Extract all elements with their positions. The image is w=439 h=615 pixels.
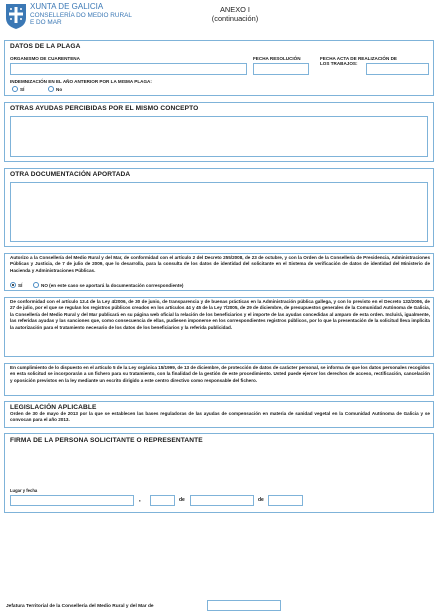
fecha-resolucion-input[interactable] <box>253 63 309 75</box>
org-department: CONSELLERÍA DO MEDIO RURAL <box>30 12 132 19</box>
fecha-resolucion-label: FECHA RESOLUCIÓN <box>253 56 301 61</box>
indemnizacion-si-radio[interactable] <box>12 86 18 92</box>
fecha-acta-label-line1: FECHA ACTA DE REALIZACIÓN DE <box>320 56 397 61</box>
indemnizacion-no-label: No <box>56 87 63 92</box>
indemnizacion-no-radio[interactable] <box>48 86 54 92</box>
org-name: XUNTA DE GALICIA <box>30 2 104 11</box>
otras-ayudas-title: OTRAS AYUDAS PERCIBIDAS POR EL MISMO CONCEPTO <box>10 105 199 112</box>
section-plaga-title: DATOS DE LA PLAGA <box>10 43 81 50</box>
organismo-label: ORGANISMO DE CUARENTENA <box>10 56 80 61</box>
xunta-shield-icon <box>5 3 27 30</box>
legislacion-title: LEGISLACIÓN APLICABLE <box>10 404 97 411</box>
lugar-input[interactable] <box>10 495 134 506</box>
annex-title: ANEXO I <box>220 5 250 14</box>
autorizo-text: Autorizo a la Consellería del Medio Rural y del Mar, de conformidad con el artículo 2 del Decreto 255/2008, de 23 de octubre, y con la Orden de la Consellería de Presidencia, Administraciones Públicas y Justicia, de 7 de julio de 2009, que lo desarrolla, para la consulta de los datos de identidad del solicitante en el Sistema de verificación de datos de identidad del Ministerio de Hacienda y Administraciones Públicas. <box>10 255 430 273</box>
autorizo-no-label: NO (en este caso se aportará la documentación correspondiente) <box>41 283 184 288</box>
org-department-2: E DO MAR <box>30 19 62 26</box>
mes-input[interactable] <box>190 495 254 506</box>
otra-documentacion-title: OTRA DOCUMENTACIÓN APORTADA <box>10 171 131 178</box>
anio-input[interactable] <box>268 495 303 506</box>
fecha-acta-label-line2: LOS TRABAJOS: <box>320 61 358 67</box>
proteccion-text: En cumplimiento de lo dispuesto en el artículo 5 de la Ley orgánica 15/1999, de 13 de diciembre, de protección de datos de carácter personal, se informa de que los datos personales recogidos en esta solicitud se incorporarán a un fichero para su tratamiento, con la finalidad de la gestión de este procedimiento. Usted puede ejercer los derechos de acceso, rectificación, cancelación y oposición previstos en la ley mediante un escrito dirigido a este centro directivo como responsable del fichero. <box>10 365 430 383</box>
organismo-input[interactable] <box>10 63 247 75</box>
otras-ayudas-textarea[interactable] <box>10 116 428 157</box>
de-label-1: de <box>179 497 185 503</box>
indemnizacion-si-label: SÍ <box>20 87 25 92</box>
otra-documentacion-textarea[interactable] <box>10 182 428 242</box>
autorizo-si-label: SÍ <box>18 283 23 288</box>
dia-input[interactable] <box>150 495 175 506</box>
de-label-2: de <box>258 497 264 503</box>
lugar-fecha-label: Lugar y fecha <box>10 488 38 493</box>
jefatura-input[interactable] <box>207 600 281 611</box>
annex-subtitle: (continuación) <box>211 14 259 23</box>
autorizo-si-radio[interactable] <box>10 282 16 288</box>
indemnizacion-label: INDEMNIZACIÓN EN EL AÑO ANTERIOR POR LA MISMA PLAGA: <box>10 79 152 84</box>
lugar-comma: , <box>139 497 141 503</box>
fecha-acta-input[interactable] <box>366 63 429 75</box>
firma-title: FIRMA DE LA PERSONA SOLICITANTE O REPRESENTANTE <box>10 437 203 444</box>
autorizo-no-radio[interactable] <box>33 282 39 288</box>
transparencia-text: De conformidad con el artículo 13.4 de la Ley 4/2006, de 30 de junio, de transparencia y de buenas prácticas en la Administración pública gallega, y con lo previsto en el Decreto 132/2006, de 27 de julio, por el que se regulan los registros públicos creados en los artículos 44 y 45 de la Ley 7/2005, de 29 de diciembre, de presupuestos generales de la Comunidad Autónoma de Galicia, la Consellería del Medio Rural y del Mar publicará en su página web oficial la relación de los beneficiarios y el importe de las ayudas concedidas al amparo de esta orden. Incluirá, igualmente, las referidas ayudas y las sanciones que, como consecuencia de ellas, pudiesen imponerse en los correspondientes registros públicos, por lo que la presentación de la solicitud lleva implícita la autorización para el tratamiento necesario de los datos de los beneficiarios y la referida publicidad. <box>10 299 430 330</box>
jefatura-label: Jefatura Territorial de la Consellería del Medio Rural y del Mar de <box>6 604 154 609</box>
legislacion-text: Orden de 30 de mayo de 2013 por la que se establecen las bases reguladoras de las ayudas de compensación en materia de sanidad vegetal en la Comunidad Autónoma de Galicia y se convocan para el año 2013. <box>10 411 430 423</box>
